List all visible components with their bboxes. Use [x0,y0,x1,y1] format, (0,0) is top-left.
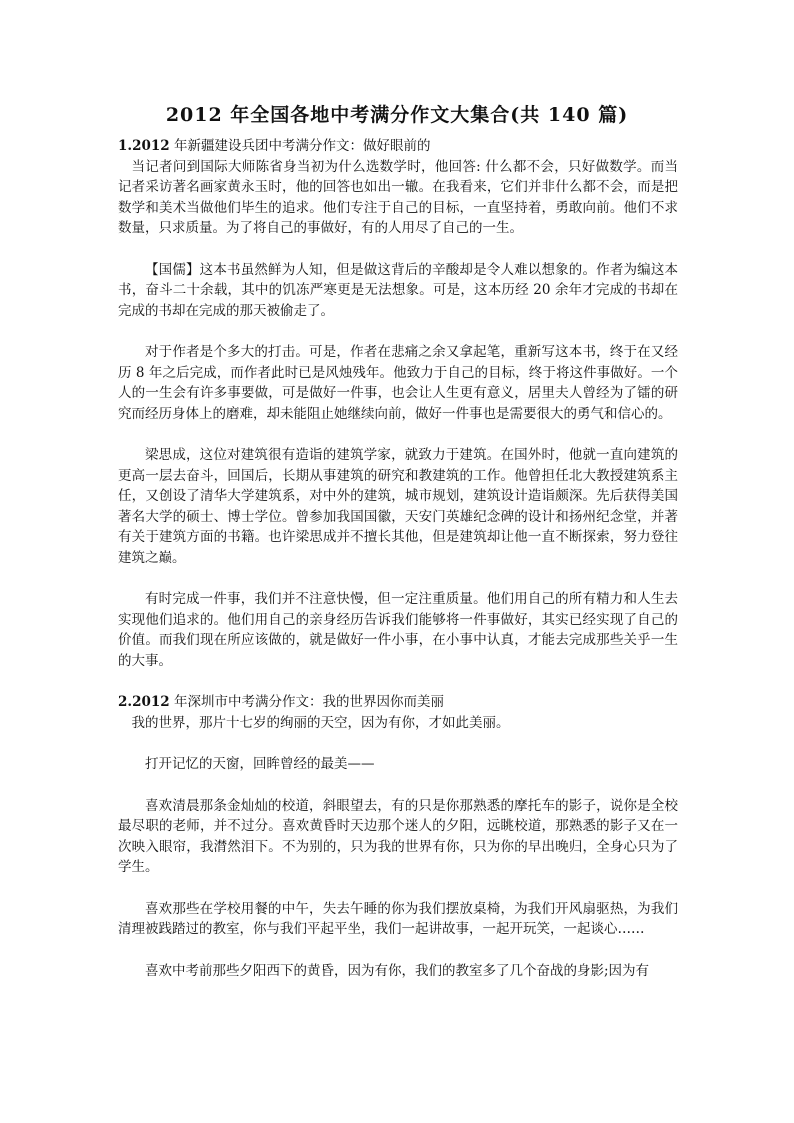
paragraph: 有时完成一件事，我们并不注意快慢，但一定注重质量。他们用自己的所有精力和人生去实现他们追求的。他们用自己的亲身经历告诉我们能够将一件事做好，其实已经实现了自己的价值。而我们现在所应该做的，就是做好一件小事，在小事中认真，才能去完成那些关乎一生的大事。 [118,591,678,669]
paragraph: 梁思成，这位对建筑很有造诣的建筑学家，就致力于建筑。在国外时，他就一直向建筑的更高一层去奋斗，回国后，长期从事建筑的研究和教建筑的工作。他曾担任北大教授建筑系主任，又创设了清华大学建筑系，对中外的建筑，城市规划，建筑设计造诣颇深。先后获得美国著名大学的硕士、博士学位。曾参加我国国徽，天安门英雄纪念碑的设计和扬州纪念堂，并著有关于建筑方面的书籍。也许梁思成并不擅长其他，但是建筑却让他一直不断探索，努力登往建筑之巅。 [118,447,678,566]
paragraph: 打开记忆的天窗，回眸曾经的最美—— [145,756,375,772]
section-title: 年深圳市中考满分作文：我的世界因你而美丽 [169,694,444,710]
paragraph: 喜欢清晨那条金灿灿的校道，斜眼望去，有的只是你那熟悉的摩托车的影子，说你是全校最尽职的老师，并不过分。喜欢黄昏时天边那个迷人的夕阳，远眺校道，那熟悉的影子又在一次映入眼帘，我潸然泪下。不为别的，只为我的世界有你，只为你的早出晚归，全身心只为了学生。 [118,797,678,875]
paragraph: 【国儒】这本书虽然鲜为人知，但是做这背后的辛酸却是令人难以想象的。作者为编这本书，奋斗二十余载，其中的饥冻严寒更是无法想象。可是，这本历经 20 余年才完成的书却在完成的书却在完成的那天被偷走了。 [118,261,678,319]
paragraph: 喜欢那些在学校用餐的中午，失去午睡的你为我们摆放桌椅，为我们开风扇驱热，为我们清理被践踏过的教室，你与我们平起平坐，我们一起讲故事，一起开玩笑，一起谈心…… [118,900,678,937]
paragraph: 当记者问到国际大师陈省身当初为什么选数学时，他回答: 什么都不会，只好做数学。而当记者采访著名画家黄永玉时，他的回答也如出一辙。在我看来，它们并非什么都不会，而是把数学和美术当做他们毕生的追求。他们专注于自己的目标，一直坚持着，勇敢向前。他们不求数量，只求质量。为了将自己的事做好，有的人用尽了自己的一生。 [118,158,678,236]
paragraph: 喜欢中考前那些夕阳西下的黄昏，因为有你，我们的教室多了几个奋战的身影;因为有 [145,962,650,979]
document-body [118,136,678,1002]
section-heading [118,136,678,157]
section-number: 2.2012 [118,694,170,710]
section-1 [118,136,678,671]
section-number: 1.2012 [118,138,170,154]
section-title: 年新疆建设兵团中考满分作文：做好眼前的 [169,138,431,154]
paragraph: 我的世界，那片十七岁的绚丽的天空，因为有你，才如此美丽。 [131,714,510,731]
section-2 [118,692,678,981]
document-title: 2012 年全国各地中考满分作文大集合(共 140 篇) [165,104,629,126]
section-heading [118,692,678,713]
paragraph: 对于作者是个多大的打击。可是，作者在悲痛之余又拿起笔，重新写这本书，终于在又经历 8 年之后完成，而作者此时已是风烛残年。他致力于自己的目标，终于将这件事做好。一个人的一生会有许多事要做，可是做好一件事，也会让人生更有意义，居里夫人曾经为了镭的研究而经历身体上的磨难，却未能阻止她继续向前，做好一件事也是需要很大的勇气和信心的。 [118,344,678,422]
